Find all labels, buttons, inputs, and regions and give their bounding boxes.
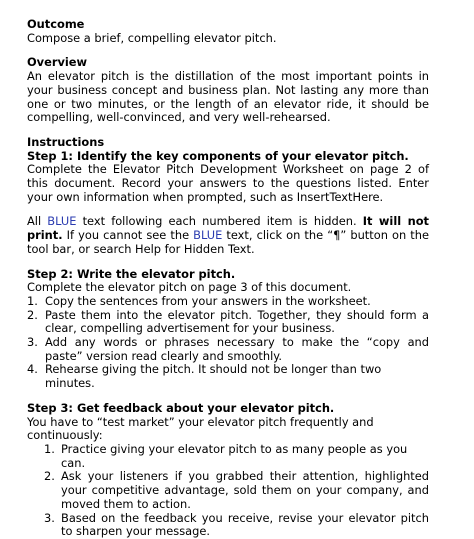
list-item bbox=[27, 309, 429, 336]
step2-heading: Step 2: Write the elevator pitch. bbox=[27, 266, 236, 281]
list-number: 3. bbox=[44, 510, 55, 525]
note-part3: If you cannot see the bbox=[62, 228, 194, 243]
list-item-text: Copy the sentences from your answers in the worksheet. bbox=[45, 293, 371, 308]
list-number: 2. bbox=[27, 307, 38, 322]
list-item-text: Paste them into the elevator pitch. Together, they should form a clear, compelling advertisement for your business. bbox=[45, 307, 429, 336]
list-item-text: Rehearse giving the pitch. It should not be longer than two minutes. bbox=[45, 362, 382, 391]
list-item-text: Ask your listeners if you grabbed their attention, highlighted your competitive advantage, sold them on your company, and moved them to action. bbox=[61, 469, 429, 511]
step3-intro: You have to “test market” your elevator pitch frequently and continuously: bbox=[27, 414, 374, 443]
list-item bbox=[27, 443, 429, 470]
list-item bbox=[27, 295, 429, 309]
note-part1: All bbox=[27, 214, 48, 229]
list-number: 1. bbox=[27, 293, 38, 308]
step2-list bbox=[27, 295, 429, 391]
list-item-text: Based on the feedback you receive, revise your elevator pitch to sharpen your message. bbox=[61, 510, 429, 539]
list-item bbox=[27, 470, 429, 511]
step2-intro: Complete the elevator pitch on page 3 of this document. bbox=[27, 280, 352, 295]
step1-heading: Step 1: Identify the key components of your elevator pitch. bbox=[27, 148, 409, 163]
will-not-print: It will not print. bbox=[27, 214, 429, 243]
list-item bbox=[27, 363, 429, 390]
list-item-text: Practice giving your elevator pitch to as many people as you can. bbox=[61, 441, 408, 470]
overview-text: An elevator pitch is the distillation of the most important points in your business concept and business plan. Not lasting any more than one or two minutes, or the length of an elevator ride, it should be compelling, well-convinced, and very well-rehearsed. bbox=[27, 69, 429, 125]
list-number: 3. bbox=[27, 335, 38, 350]
document-page bbox=[27, 18, 429, 539]
step1-text: Complete the Elevator Pitch Development Worksheet on page 2 of this document. Record your answers to the questions listed. Enter your own information when prompted, such as InsertTextHere. bbox=[27, 162, 429, 204]
note-part2: text following each numbered item is hidden. bbox=[76, 214, 363, 229]
hidden-text-note bbox=[27, 215, 429, 256]
blue-word-2: BLUE bbox=[193, 228, 223, 243]
list-number: 1. bbox=[44, 441, 55, 456]
list-number: 4. bbox=[27, 362, 38, 377]
step3-list bbox=[27, 443, 429, 539]
instructions-heading: Instructions bbox=[27, 134, 105, 149]
blue-word: BLUE bbox=[47, 214, 77, 229]
list-number: 2. bbox=[44, 469, 55, 484]
list-item-text: Add any words or phrases necessary to make the “copy and paste” version read clearly and smoothly. bbox=[45, 335, 429, 363]
note-part4: text, click on the “¶” button on the tool bar, or search Help for Hidden Text. bbox=[27, 228, 429, 256]
outcome-text: Compose a brief, compelling elevator pitch. bbox=[27, 30, 277, 45]
overview-heading: Overview bbox=[27, 55, 88, 70]
list-item bbox=[27, 336, 429, 363]
outcome-heading: Outcome bbox=[27, 17, 85, 31]
step3-heading: Step 3: Get feedback about your elevator pitch. bbox=[27, 400, 335, 415]
list-item bbox=[27, 512, 429, 539]
